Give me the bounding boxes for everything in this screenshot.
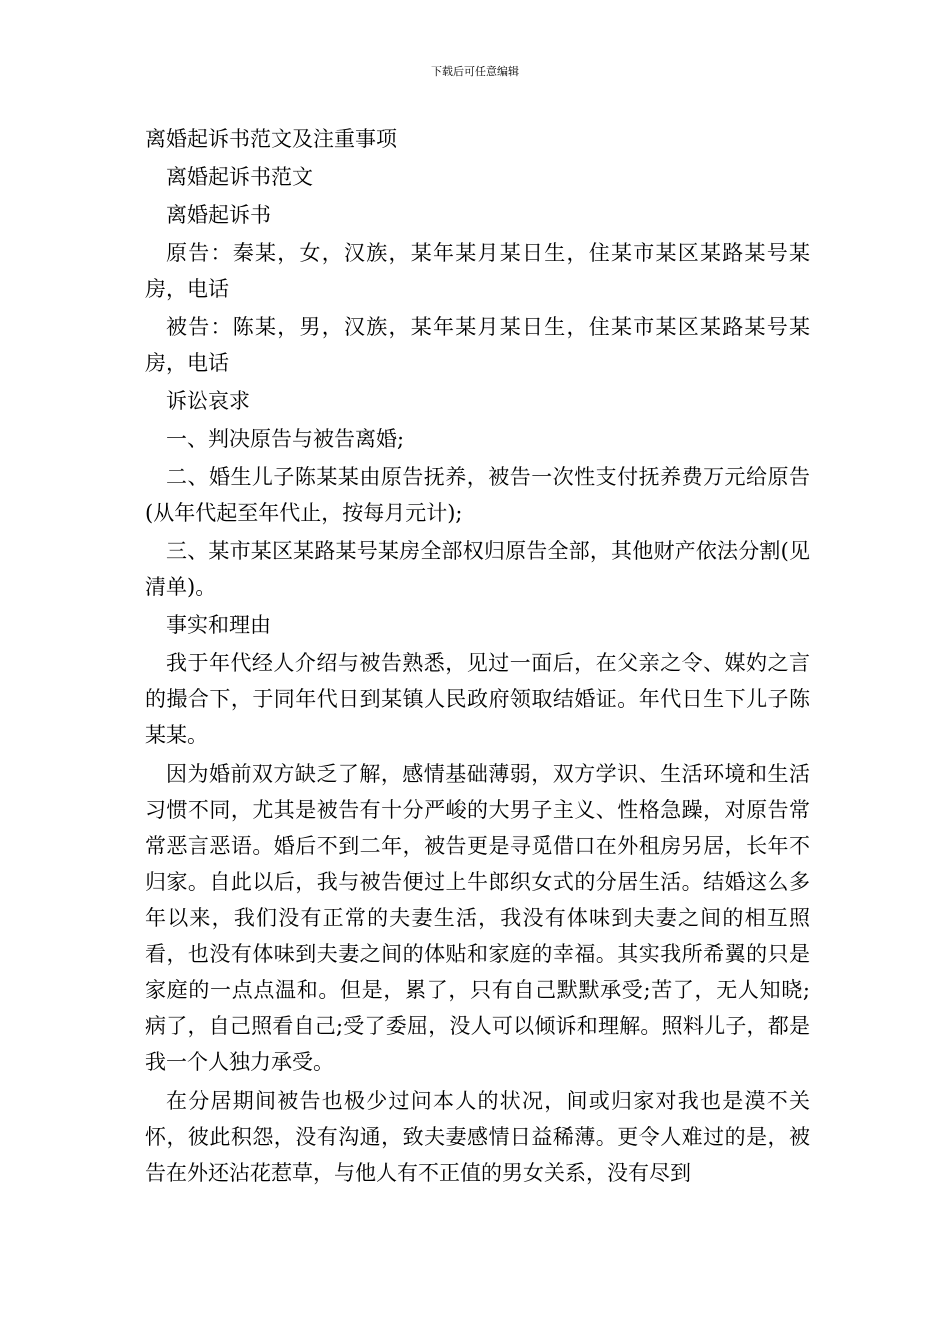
- document-subtitle: 离婚起诉书范文: [166, 165, 313, 189]
- document-name: 离婚起诉书: [166, 203, 271, 227]
- document-title: 离婚起诉书范文及注重事项: [145, 127, 397, 151]
- claims-heading: 诉讼哀求: [166, 389, 250, 413]
- page-header: 下载后可任意编辑: [431, 65, 519, 78]
- defendant-info: 被告：陈某，男，汉族，某年某月某日生，住某市某区某路某号某房，电话: [145, 315, 810, 375]
- facts-heading: 事实和理由: [166, 613, 271, 637]
- body-paragraph: 在分居期间被告也极少过问本人的状况，间或归家对我也是漠不关怀，彼此积怨，没有沟通，致夫妻感情日益稀薄。更令人难过的是，被告在外还沾花惹草，与他人有不正值的男女关系，没有尽到: [145, 1089, 810, 1185]
- document-body: [145, 121, 810, 1191]
- body-paragraph: 我于年代经人介绍与被告熟悉，见过一面后，在父亲之令、媒妁之言的撮合下，于同年代日到某镇人民政府领取结婚证。年代日生下儿子陈某某。: [145, 651, 810, 747]
- body-paragraph: 因为婚前双方缺乏了解，感情基础薄弱，双方学识、生活环境和生活习惯不同，尤其是被告有十分严峻的大男子主义、性格急躁，对原告常常恶言恶语。婚后不到二年，被告更是寻觅借口在外租房另居，长年不归家。自此以后，我与被告便过上牛郎织女式的分居生活。结婚这么多年以来，我们没有正常的夫妻生活，我没有体味到夫妻之间的相互照看，也没有体味到夫妻之间的体贴和家庭的幸福。其实我所希翼的只是家庭的一点点温和。但是，累了，只有自己默默承受;苦了，无人知晓;病了，自己照看自己;受了委屈，没人可以倾诉和理解。照料儿子，都是我一个人独力承受。: [145, 762, 810, 1074]
- claim-item: 二、婚生儿子陈某某由原告抚养，被告一次性支付抚养费万元给原告(从年代起至年代止，按每月元计);: [145, 465, 810, 525]
- claim-item: 一、判决原告与被告离婚;: [166, 427, 405, 451]
- plaintiff-info: 原告：秦某，女，汉族，某年某月某日生，住某市某区某路某号某房，电话: [145, 241, 810, 301]
- claim-item: 三、某市某区某路某号某房全部权归原告全部，其他财产依法分割(见清单)。: [145, 539, 810, 599]
